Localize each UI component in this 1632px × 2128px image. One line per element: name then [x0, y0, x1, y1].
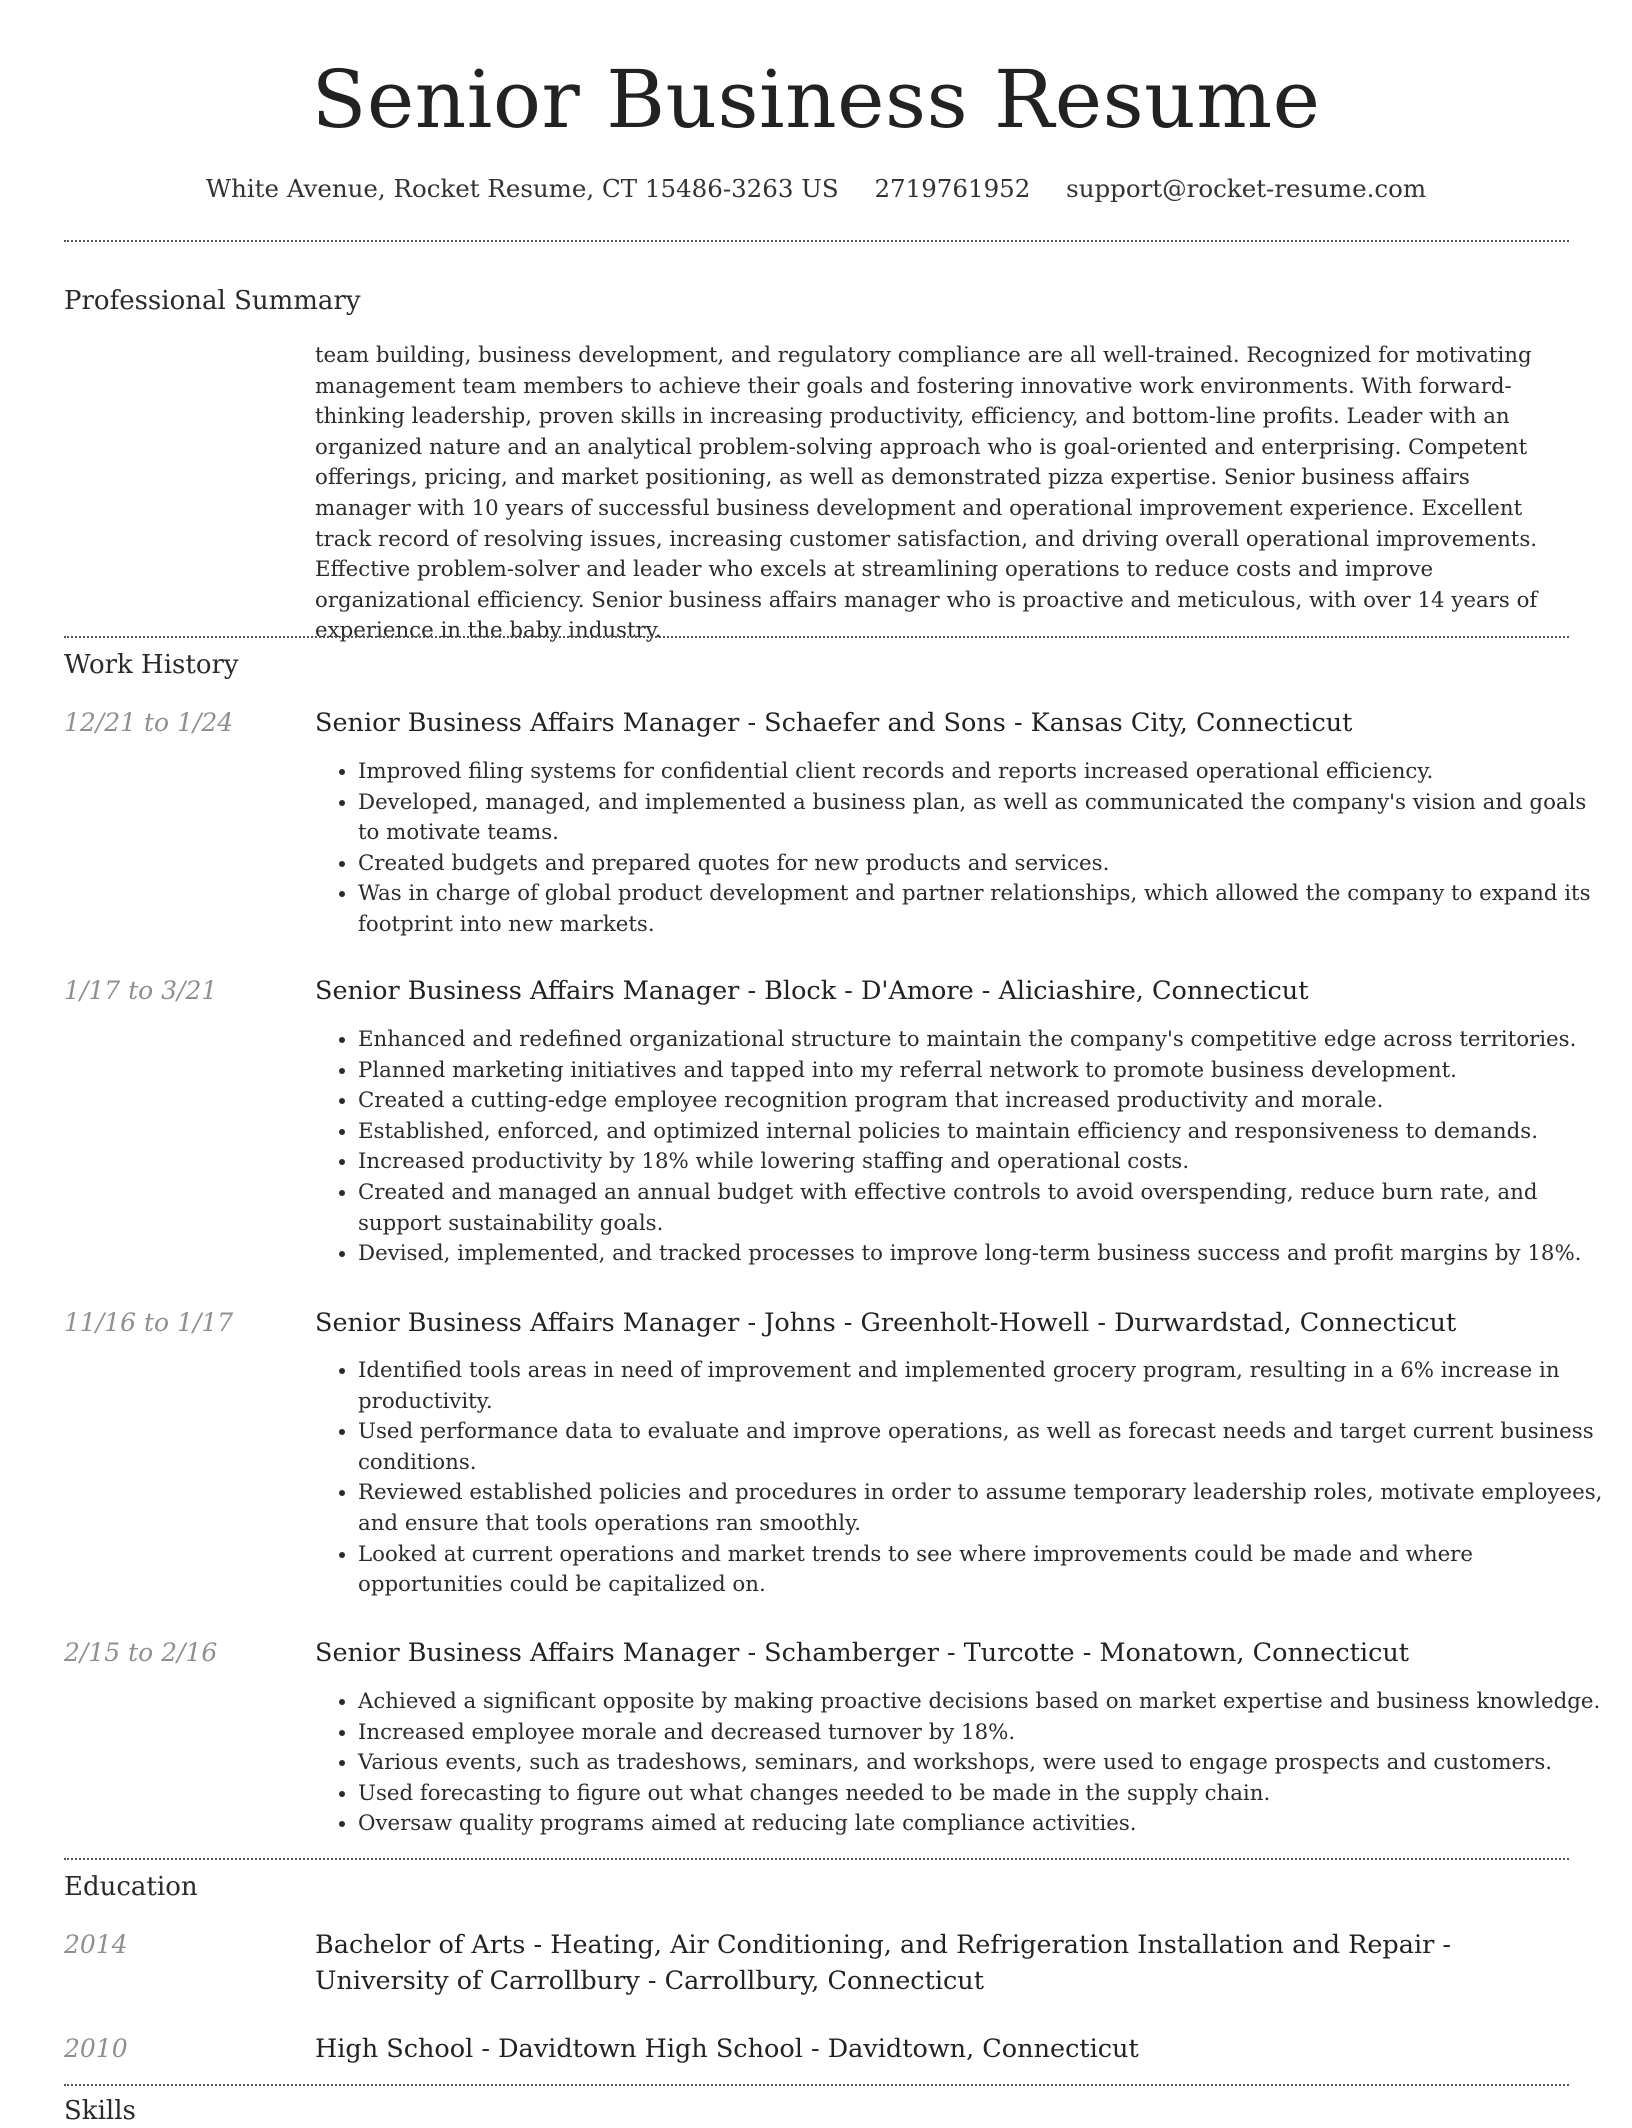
summary-heading: Professional Summary: [64, 286, 361, 316]
education-entry: High School - Davidtown High School - Davidtown, Connecticut: [315, 2034, 1139, 2064]
education-year: 2010: [64, 2034, 128, 2063]
work-history-heading: Work History: [64, 650, 239, 680]
contact-email: support@rocket-resume.com: [1066, 174, 1427, 203]
job-title: Senior Business Affairs Manager - Schaefer and Sons - Kansas City, Connecticut: [315, 708, 1353, 738]
job-bullet: • Used performance data to evaluate and improve operations, as well as forecast needs and target current business conditions.: [358, 1417, 1603, 1478]
job-bullet: • Established, enforced, and optimized internal policies to maintain efficiency and responsiveness to demands.: [358, 1117, 1603, 1148]
job-dates: 11/16 to 1/17: [64, 1308, 234, 1337]
job-bullets: [315, 1687, 1603, 1840]
contact-address: White Avenue, Rocket Resume, CT 15486-3263 US: [205, 174, 839, 203]
job-dates: 1/17 to 3/21: [64, 976, 218, 1005]
summary-text: team building, business development, and regulatory compliance are all well-trained. Recognized for motivating management team members to achieve their goals and fostering innovative work environments. With forward-thinking leadership, proven skills in increasing productivity, efficiency, and bottom-line profits. Leader with an organized nature and an analytical problem-solving approach who is goal-oriented and enterprising. Competent offerings, pricing, and market positioning, as well as demonstrated pizza expertise. Senior business affairs manager with 10 years of successful business development and operational improvement experience. Excellent track record of resolving issues, increasing customer satisfaction, and driving overall operational improvements. Effective problem-solver and leader who excels at streamlining operations to reduce costs and improve organizational efficiency. Senior business affairs manager who is proactive and meticulous, with over 14 years of experience in the baby industry.: [315, 343, 1538, 644]
job-title: Senior Business Affairs Manager - Johns - Greenholt-Howell - Durwardstad, Connecticut: [315, 1308, 1457, 1338]
job-bullets: [315, 1356, 1603, 1601]
section-divider: [64, 2084, 1569, 2086]
education-year: 2014: [64, 1930, 128, 1959]
job-dates: 12/21 to 1/24: [64, 708, 234, 737]
job-dates: 2/15 to 2/16: [64, 1638, 218, 1667]
contact-line: [0, 171, 1632, 207]
job-bullet: • Looked at current operations and market trends to see where improvements could be made and where opportunities could be capitalized on.: [358, 1540, 1603, 1601]
section-divider: [64, 636, 1569, 638]
job-bullet: • Enhanced and redefined organizational structure to maintain the company's competitive edge across territories.: [358, 1025, 1603, 1056]
job-bullets: [315, 1025, 1603, 1270]
resume-name: Senior Business Resume: [311, 53, 1321, 146]
job-bullet: • Improved filing systems for confidential client records and reports increased operational efficiency.: [358, 757, 1603, 788]
job-bullet: • Planned marketing initiatives and tapped into my referral network to promote business development.: [358, 1056, 1603, 1087]
job-bullet: • Developed, managed, and implemented a business plan, as well as communicated the company's vision and goals to motivate teams.: [358, 788, 1603, 849]
education-entry: Bachelor of Arts - Heating, Air Conditioning, and Refrigeration Installation and Repair - University of Carrollbury - Carrollbury, Connecticut: [315, 1930, 1452, 1996]
job-bullet: • Achieved a significant opposite by making proactive decisions based on market expertise and business knowledge.: [358, 1687, 1603, 1718]
job-bullet: • Identified tools areas in need of improvement and implemented grocery program, resulting in a 6% increase in productivity.: [358, 1356, 1603, 1417]
job-bullet: • Created a cutting-edge employee recognition program that increased productivity and morale.: [358, 1086, 1603, 1117]
section-divider: [64, 1858, 1569, 1860]
job-bullet: • Created budgets and prepared quotes for new products and services.: [358, 849, 1603, 880]
education-heading: Education: [64, 1872, 198, 1902]
job-bullet: • Oversaw quality programs aimed at reducing late compliance activities.: [358, 1809, 1603, 1840]
job-bullets: [315, 757, 1603, 941]
section-divider: [64, 240, 1569, 242]
contact-phone: 2719761952: [874, 174, 1031, 203]
job-bullet: • Created and managed an annual budget with effective controls to avoid overspending, reduce burn rate, and support sustainability goals.: [358, 1178, 1603, 1239]
skills-heading: Skills: [64, 2096, 136, 2126]
job-bullet: • Increased employee morale and decreased turnover by 18%.: [358, 1718, 1603, 1749]
job-title: Senior Business Affairs Manager - Block - D'Amore - Aliciashire, Connecticut: [315, 976, 1309, 1006]
job-bullet: • Was in charge of global product development and partner relationships, which allowed the company to expand its footprint into new markets.: [358, 879, 1603, 940]
job-bullet: • Used forecasting to figure out what changes needed to be made in the supply chain.: [358, 1779, 1603, 1810]
job-title: Senior Business Affairs Manager - Schamberger - Turcotte - Monatown, Connecticut: [315, 1638, 1410, 1668]
job-bullet: • Devised, implemented, and tracked processes to improve long-term business success and profit margins by 18%.: [358, 1239, 1603, 1270]
job-bullet: • Increased productivity by 18% while lowering staffing and operational costs.: [358, 1147, 1603, 1178]
job-bullet: • Various events, such as tradeshows, seminars, and workshops, were used to engage prospects and customers.: [358, 1748, 1603, 1779]
job-bullet: • Reviewed established policies and procedures in order to assume temporary leadership roles, motivate employees, and ensure that tools operations ran smoothly.: [358, 1478, 1603, 1539]
